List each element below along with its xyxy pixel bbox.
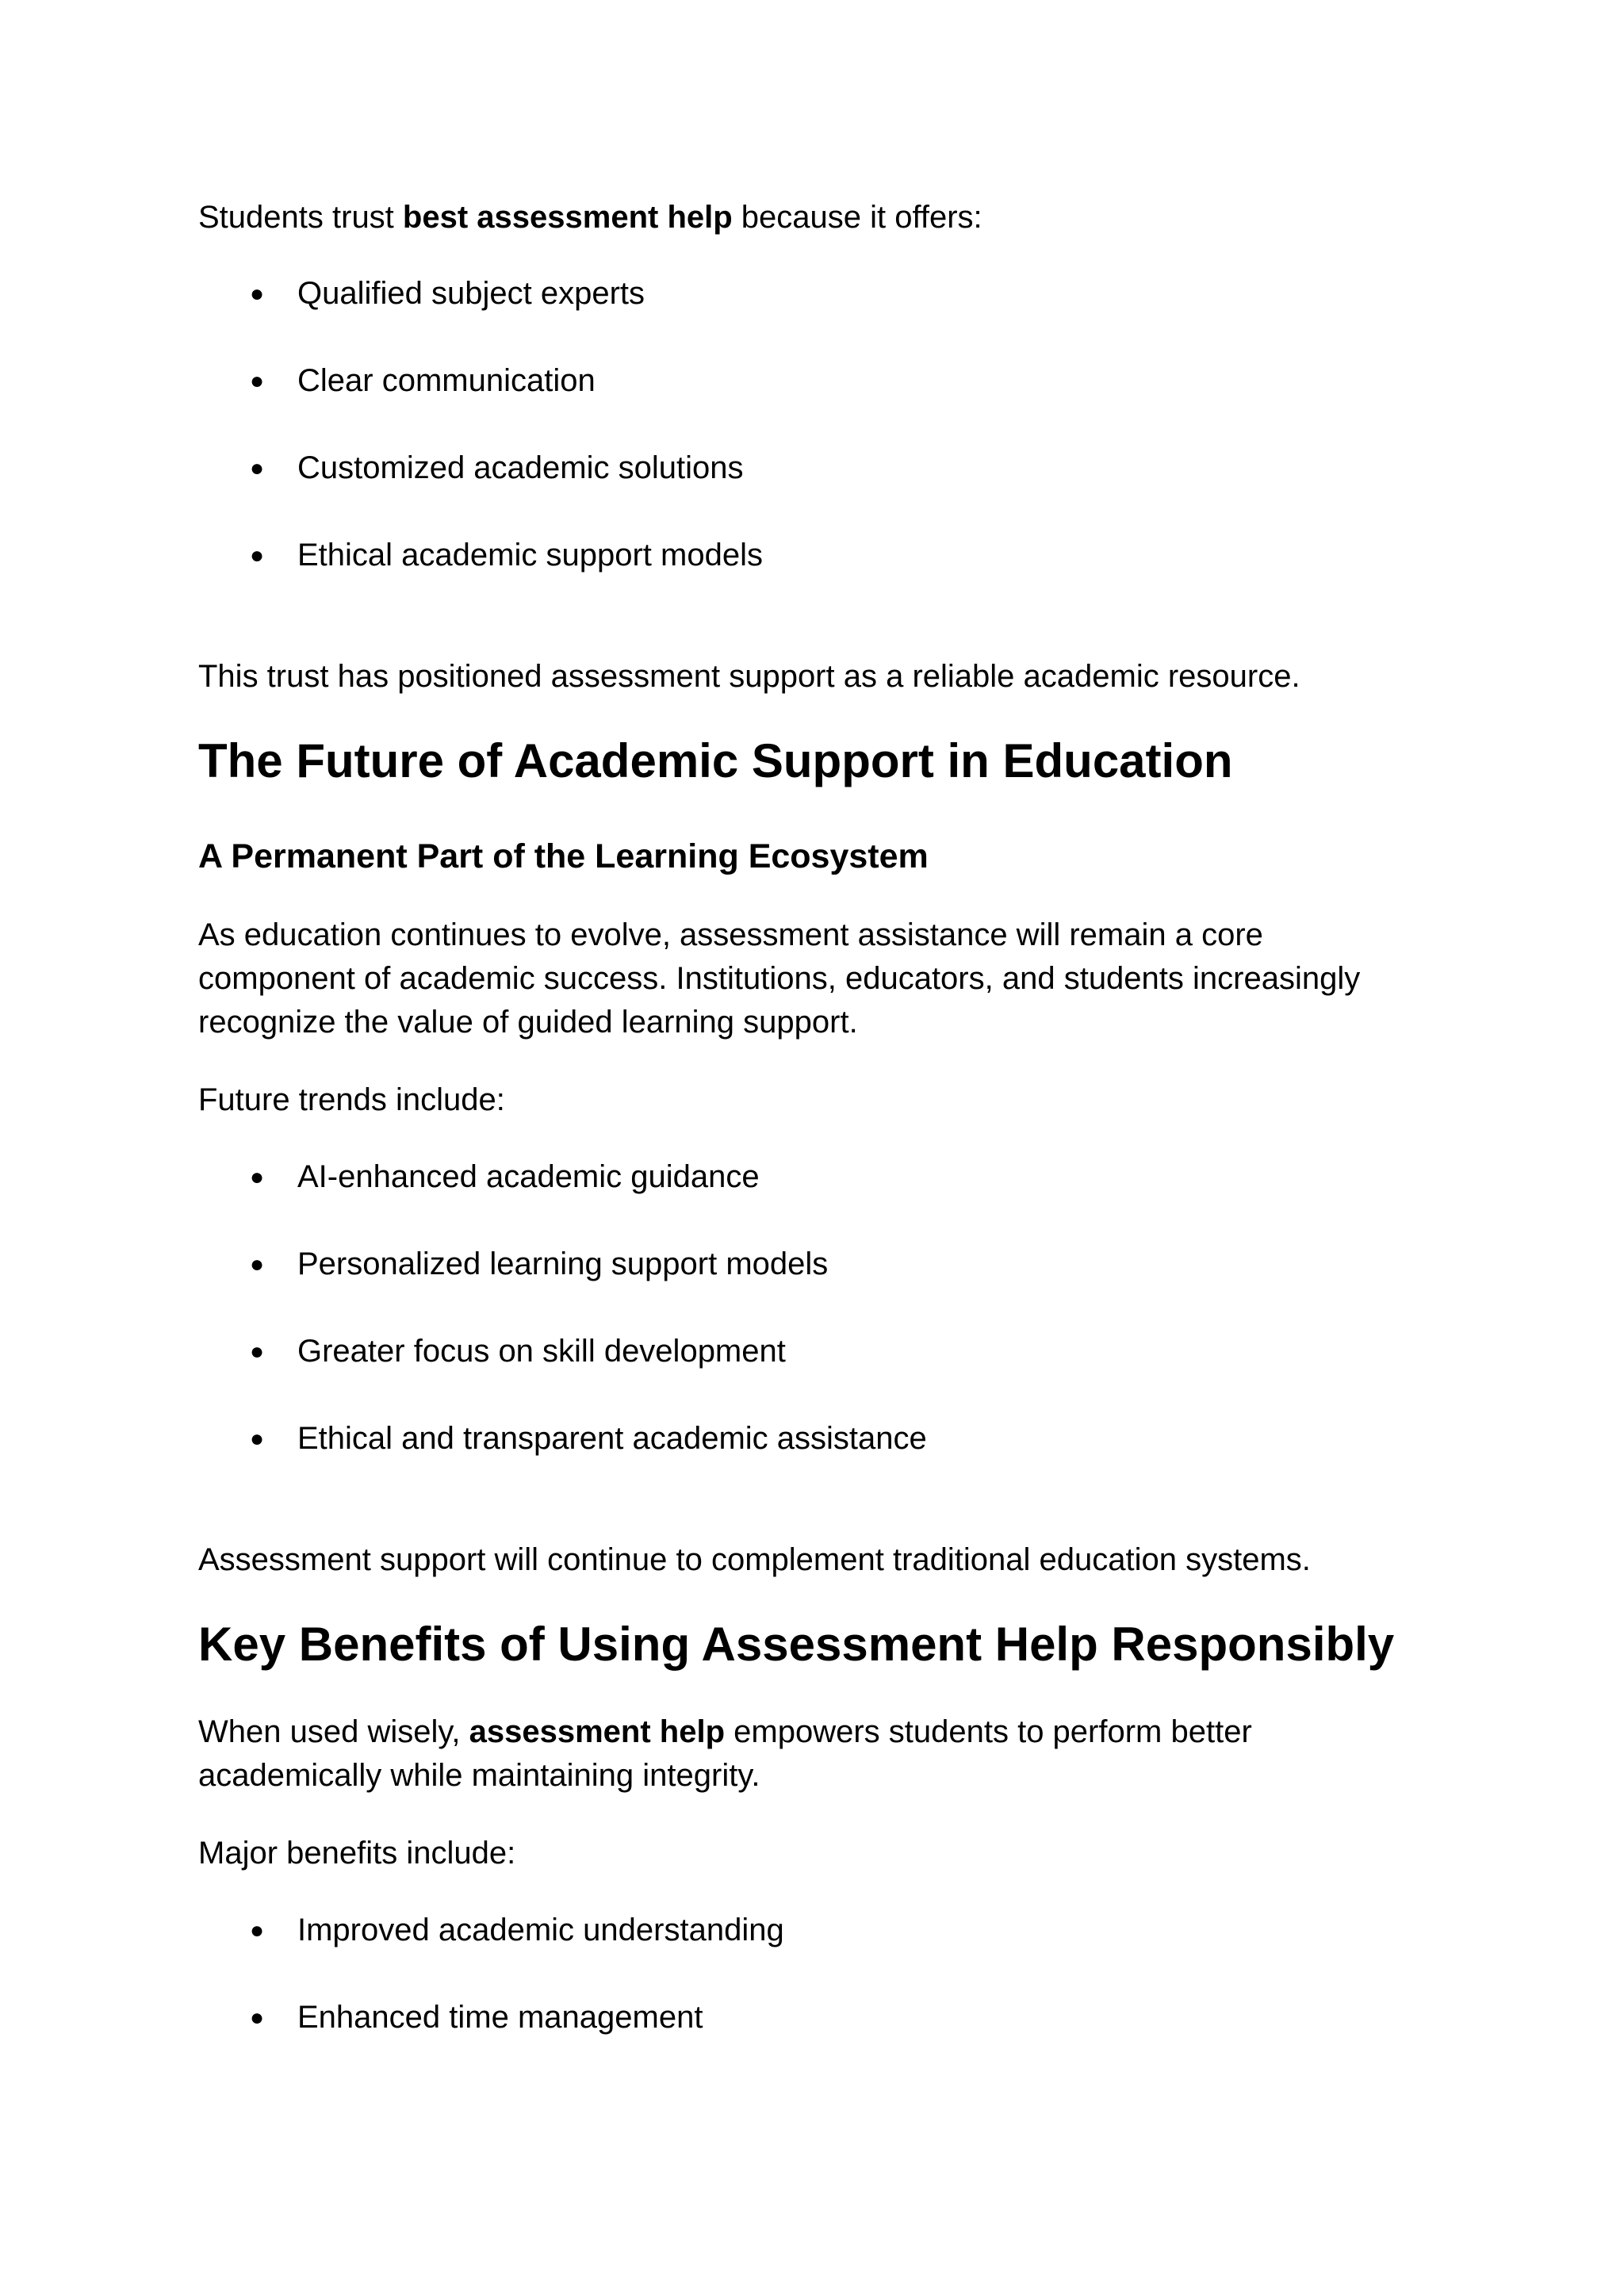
section2-heading: The Future of Academic Support in Education xyxy=(198,734,1233,787)
section3-list-intro: Major benefits include: xyxy=(198,1836,516,1871)
list-item-text: Customized academic solutions xyxy=(297,450,744,485)
intro-bold-phrase: best assessment help xyxy=(402,200,733,235)
section2-paragraph-line3: recognize the value of guided learning support. xyxy=(198,1005,858,1040)
section3-paragraph-line2: academically while maintaining integrity. xyxy=(198,1758,760,1793)
bullet-icon: ● xyxy=(250,368,265,394)
list-item-text: Ethical and transparent academic assistance xyxy=(297,1421,927,1456)
section2-closing: Assessment support will continue to complement traditional education systems. xyxy=(198,1542,1311,1577)
list-item-text: Personalized learning support models xyxy=(297,1247,829,1281)
list-item-text: Greater focus on skill development xyxy=(297,1334,786,1369)
list-item-text: AI-enhanced academic guidance xyxy=(297,1159,760,1194)
bullet-icon: ● xyxy=(250,1164,265,1190)
bullet-icon: ● xyxy=(250,1251,265,1277)
section3-para-prefix: When used wisely, xyxy=(198,1714,469,1749)
list-item-text: Ethical academic support models xyxy=(297,538,763,573)
section2-subheading: A Permanent Part of the Learning Ecosystem xyxy=(198,837,929,875)
intro-prefix: Students trust xyxy=(198,200,403,235)
section2-list-intro: Future trends include: xyxy=(198,1082,505,1117)
list-item-text: Clear communication xyxy=(297,363,596,398)
bullet-icon: ● xyxy=(250,1917,265,1944)
bullet-icon: ● xyxy=(250,281,265,307)
section3-para-suffix: empowers students to perform better xyxy=(725,1714,1252,1749)
section3-paragraph-line1 xyxy=(198,1710,1252,1754)
bullet-icon: ● xyxy=(250,1338,265,1365)
list-item-text: Qualified subject experts xyxy=(297,276,645,311)
intro-suffix: because it offers: xyxy=(732,200,982,235)
section2-paragraph-line2: component of academic success. Institutions, educators, and students increasingly xyxy=(198,961,1361,996)
bullet-icon: ● xyxy=(250,2005,265,2031)
bullet-icon: ● xyxy=(250,455,265,481)
section3-bold-phrase: assessment help xyxy=(469,1714,726,1749)
list-item-text: Enhanced time management xyxy=(297,2000,703,2035)
section2-paragraph-line1: As education continues to evolve, assessment assistance will remain a core xyxy=(198,917,1263,952)
intro-paragraph xyxy=(198,196,982,239)
bullet-icon: ● xyxy=(250,1426,265,1452)
list-item-text: Improved academic understanding xyxy=(297,1913,784,1947)
section1-closing: This trust has positioned assessment support as a reliable academic resource. xyxy=(198,659,1300,694)
section3-heading: Key Benefits of Using Assessment Help Responsibly xyxy=(198,1618,1395,1671)
bullet-icon: ● xyxy=(250,542,265,569)
